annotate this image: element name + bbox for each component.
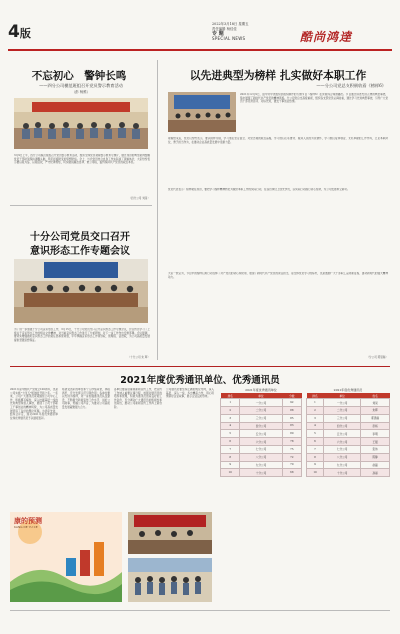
table-row [307, 430, 390, 438]
table-cell: 4 [307, 422, 324, 430]
group-photo-image [128, 558, 212, 602]
page-number [8, 22, 38, 42]
bottom-photo-1 [128, 512, 212, 554]
award-ceremony-image [128, 512, 212, 554]
table-cell: 68 [282, 469, 301, 477]
table-cell: 朱辉 [361, 406, 390, 414]
table-row [221, 422, 302, 430]
table-row [307, 461, 390, 469]
table-cell: 85 [282, 414, 301, 422]
table-cell: 六分公司 [323, 438, 360, 446]
table-cell: 彭杨 [361, 422, 390, 430]
left-article2-title-b: 意识形态工作专题会议 [30, 246, 130, 257]
table-row [221, 461, 302, 469]
right-article-body-3: 党员代表表示：榜样就在身边，要把学习榜样精神转化为做好本职工作的实际行动，在各自岗位上创先争优，以实际行动践行初心使命，为公司发展再立新功。 [168, 188, 350, 191]
table-cell: 1 [307, 399, 324, 407]
table-cell: 九分公司 [240, 461, 282, 469]
table-cell: 6 [307, 438, 324, 446]
table-cell: 二分公司 [240, 406, 282, 414]
table-cell: 九分公司 [323, 461, 360, 469]
table-cell: 4 [221, 422, 240, 430]
table-cell: 2 [221, 406, 240, 414]
page-number-digit: 4 [8, 22, 20, 42]
table-row [307, 445, 390, 453]
table-cell: 四分公司 [323, 422, 360, 430]
table-row [221, 438, 302, 446]
bottom-body-col-2: 希望受表彰的单位和个人珍惜荣誉，再接再厉，充分发挥示范引领作用；各单位要以先进为榜样，进一步加强通讯员队伍建设，不断提升新闻宣传工作水平，讲好公司故事，传播公司声音，为推动公司高质量发展凝聚强大合力。 [62, 388, 110, 409]
bottom-body-col-3: 各单位要高度重视新闻宣传工作，把宣传工作纳入重要议事日程，加强对通讯员的培养和管理，积极为通讯员创造良好的工作条件，充分调动广大通讯员的积极性和创造性，推动公司新闻宣传工作再上新台阶。 [114, 388, 162, 409]
table-cell: 十分公司 [323, 469, 360, 477]
table2-header-cell: 姓名 [361, 393, 390, 399]
table2-header-cell: 排名 [307, 393, 324, 399]
header-meta [212, 22, 282, 42]
table-cell: 赵磊 [361, 461, 390, 469]
table-cell: 一分公司 [323, 399, 360, 407]
table-cell: 张伟 [361, 445, 390, 453]
table-cell: 五分公司 [240, 430, 282, 438]
table-row [307, 438, 390, 446]
bottom-banner [10, 512, 122, 602]
table1-grid [220, 393, 302, 477]
left-article2-caption: （十分公司 朱 辉） [127, 356, 150, 359]
header-section: 专 题 [212, 31, 224, 38]
table2-header-cell: 单位 [323, 393, 360, 399]
table-cell: 70 [282, 461, 301, 469]
table-cell: 8 [307, 453, 324, 461]
right-article-subtitle: ——分公司党总支积极收看《榜样6》 [316, 83, 386, 88]
right-article-photo [168, 92, 236, 132]
table-cell: 10 [307, 469, 324, 477]
table1-header-cell: 分数 [282, 393, 301, 399]
table-cell: 9 [221, 461, 240, 469]
header-weekday: 星期五 [238, 22, 249, 26]
table-cell: 王强 [361, 438, 390, 446]
table-cell: 9 [307, 461, 324, 469]
meeting-room-image [14, 259, 148, 323]
bottom-body-col-1: 2021年是中国共产党成立100周年，也是公司实施"十四五"规划的开局之年。一年来，公司广大通讯员紧紧围绕公司中心工作，积极撰写稿件，深入挖掘基层一线的先进典型和感人事迹，展现了公司干部职工干事创业的精神风貌，为公司高质量发展营造了良好的舆论氛围。为表彰先进，经综合评定，现对2021年度优秀通讯单位和优秀通讯员予以通报表彰。 [10, 388, 58, 420]
table-cell: 2 [307, 406, 324, 414]
table-cell: 五分公司 [323, 430, 360, 438]
left-article-subtitle: ——四分公司模范班组召开党员警示教育活动 [39, 83, 123, 88]
table-cell: 李明 [361, 430, 390, 438]
table2-title: 2021年度优秀通讯员 [333, 388, 363, 392]
right-article-body-4: 大家一致认为，节目中的榜样们用行动诠释了共产党员的初心和使命，展现了新时代共产党员的责任担当，是全体党员学习的标杆，也是激励广大干部职工奋进新征程、建功新时代的强大精神动力。 [168, 272, 388, 279]
table-cell: 二分公司 [323, 406, 360, 414]
bottom-top-rule [10, 366, 390, 367]
table1-title: 2021年度优秀通讯单位 [245, 388, 277, 392]
table-cell: 88 [282, 406, 301, 414]
table-cell: 七分公司 [323, 445, 360, 453]
table-cell: 八分公司 [240, 453, 282, 461]
table-cell: 四分公司 [240, 422, 282, 430]
right-article-title: 以先进典型为榜样 扎实做好本职工作 [189, 69, 367, 82]
table-row [307, 422, 390, 430]
table-cell: 十分公司 [240, 469, 282, 477]
footer-rule [10, 610, 390, 611]
left-article2-photo [14, 259, 148, 323]
left-article-byline: （彭 杨维） [71, 90, 91, 94]
left-article-photo [14, 98, 148, 149]
table-row [221, 414, 302, 422]
table-cell: 8 [221, 453, 240, 461]
table-cell: 7 [307, 445, 324, 453]
table-cell: 郭思瑞 [361, 414, 390, 422]
table-cell: 3 [221, 414, 240, 422]
left-article2-body: 为了进一步加强十分公司意识形态工作，3月15日，十分公司党员交口召开意识形态工作专题会议，会议传达学习了上级关于意识形态工作的相关文件精神，对当前意识形态工作进行了分析研判，对下一步工作作出安排部署。会议强调，要切实增强做好意识形态工作的责任感和使命感，牢牢掌握意识形态工作领导权、管理权、话语权，为公司高质量发展提供坚强思想保证。 [14, 328, 150, 342]
table-cell: 80 [282, 430, 301, 438]
table-cell: 六分公司 [240, 438, 282, 446]
left-article2-title: 十分公司党员交口召开 [30, 232, 130, 243]
page-number-suffix: 版 [19, 27, 31, 40]
table-row [307, 414, 390, 422]
table-cell: 7 [221, 445, 240, 453]
table-cell: 10 [221, 469, 240, 477]
bottom-photo-2 [128, 558, 212, 602]
viewing-session-image [168, 92, 236, 132]
right-article-caption: （分公司 郭思瑞） [366, 356, 388, 359]
table-cell: 八分公司 [323, 453, 360, 461]
header-editor-label: 责任编辑 [212, 26, 226, 31]
banner-title: 康的预测 [14, 516, 42, 525]
table1-header-cell: 单位 [240, 393, 282, 399]
table-row [221, 406, 302, 414]
left-article-title: 不忘初心 警钟长鸣 [31, 70, 127, 82]
table-cell: 陈静 [361, 453, 390, 461]
table-cell: 刘景 [361, 399, 390, 407]
header-section-en: SPECIAL NEWS [212, 36, 246, 42]
table-excellent-units [220, 388, 302, 477]
table-cell: 78 [282, 438, 301, 446]
bottom-body-col-4: 公司通讯员要坚持正确的舆论导向，深入基层、深入一线，多出精品力作，用心用情讲好企业故事，展示企业良好形象。 [166, 388, 214, 399]
table-cell: 72 [282, 453, 301, 461]
left-article-body: 3月9日上午，四分公司模范班组召开党员警示教育活动，组织全体党员观看警示教育专题片，通过身边的典型案例警醒党员干部时刻保持清醒头脑，筑牢拒腐防变的思想防线。会上，与会党员结合自身工作实际谈了观看体会，大家纷纷表示要以案为鉴、以案促改，严守纪律规矩，切实做到廉洁自律、秉公用权，始终保持共产党员的政治本色。 [14, 154, 150, 165]
right-article-body-2: 观看结束后，党员们纷纷表示，要以榜样为镜，学习他们坚定信念、对党忠诚的政治品格，学习他们心系群众、服务人民的为民情怀，学习他们爱岗敬业、无私奉献的工作作风，立足本职岗位，勇于担当作为，在推动企业高质量发展中贡献力量。 [168, 137, 388, 144]
table-row [221, 399, 302, 407]
table-row [307, 399, 390, 407]
header-date: 2022年3月18日 [212, 22, 238, 26]
table-excellent-correspondents [306, 388, 390, 477]
table-cell: 5 [221, 430, 240, 438]
masthead-text: 酷尚鸿達 [300, 30, 353, 44]
table-row [221, 445, 302, 453]
header-editor-name: 杨佳佳 [226, 26, 237, 31]
table-cell: 三分公司 [323, 414, 360, 422]
table-cell: 一分公司 [240, 399, 282, 407]
table-row [221, 453, 302, 461]
bottom-section-title: 2021年度优秀通讯单位、优秀通讯员 [120, 375, 280, 386]
table-cell: 三分公司 [240, 414, 282, 422]
table-cell: 1 [221, 399, 240, 407]
table-cell: 七分公司 [240, 445, 282, 453]
meeting-photo-image [14, 98, 148, 149]
table2-grid [306, 393, 390, 477]
right-article-body-1: 2021年12月9日，由中共中央组织部组织制作的专题节目《榜样6》在央视综合频道播出。节目通过讲述先进人物的典型事迹，集中展现了新时代共产党员的精神风貌。分公司党总支高度重视，组织各支部党员认真收看，通过学习先进典型事迹，引导广大党员干部见贤思齐、对标先进，激发干事创业热情。 [240, 93, 388, 104]
table-cell: 75 [282, 445, 301, 453]
table-cell: 5 [307, 430, 324, 438]
table-cell: 孙丽 [361, 469, 390, 477]
banner-subtitle: KANG DE YU CE [14, 525, 38, 529]
table-row [307, 469, 390, 477]
table-cell: 3 [307, 414, 324, 422]
left-article-caption: （四分公司 刘景） [128, 197, 150, 200]
table-row [307, 453, 390, 461]
table-cell: 83 [282, 422, 301, 430]
table1-header-cell: 排名 [221, 393, 240, 399]
table-row [221, 469, 302, 477]
table-row [307, 406, 390, 414]
column-divider [157, 60, 158, 360]
table-cell: 92 [282, 399, 301, 407]
header-rule [8, 49, 392, 51]
table-row [221, 430, 302, 438]
table-cell: 6 [221, 438, 240, 446]
left-divider [10, 205, 152, 206]
masthead-logo [300, 26, 392, 44]
